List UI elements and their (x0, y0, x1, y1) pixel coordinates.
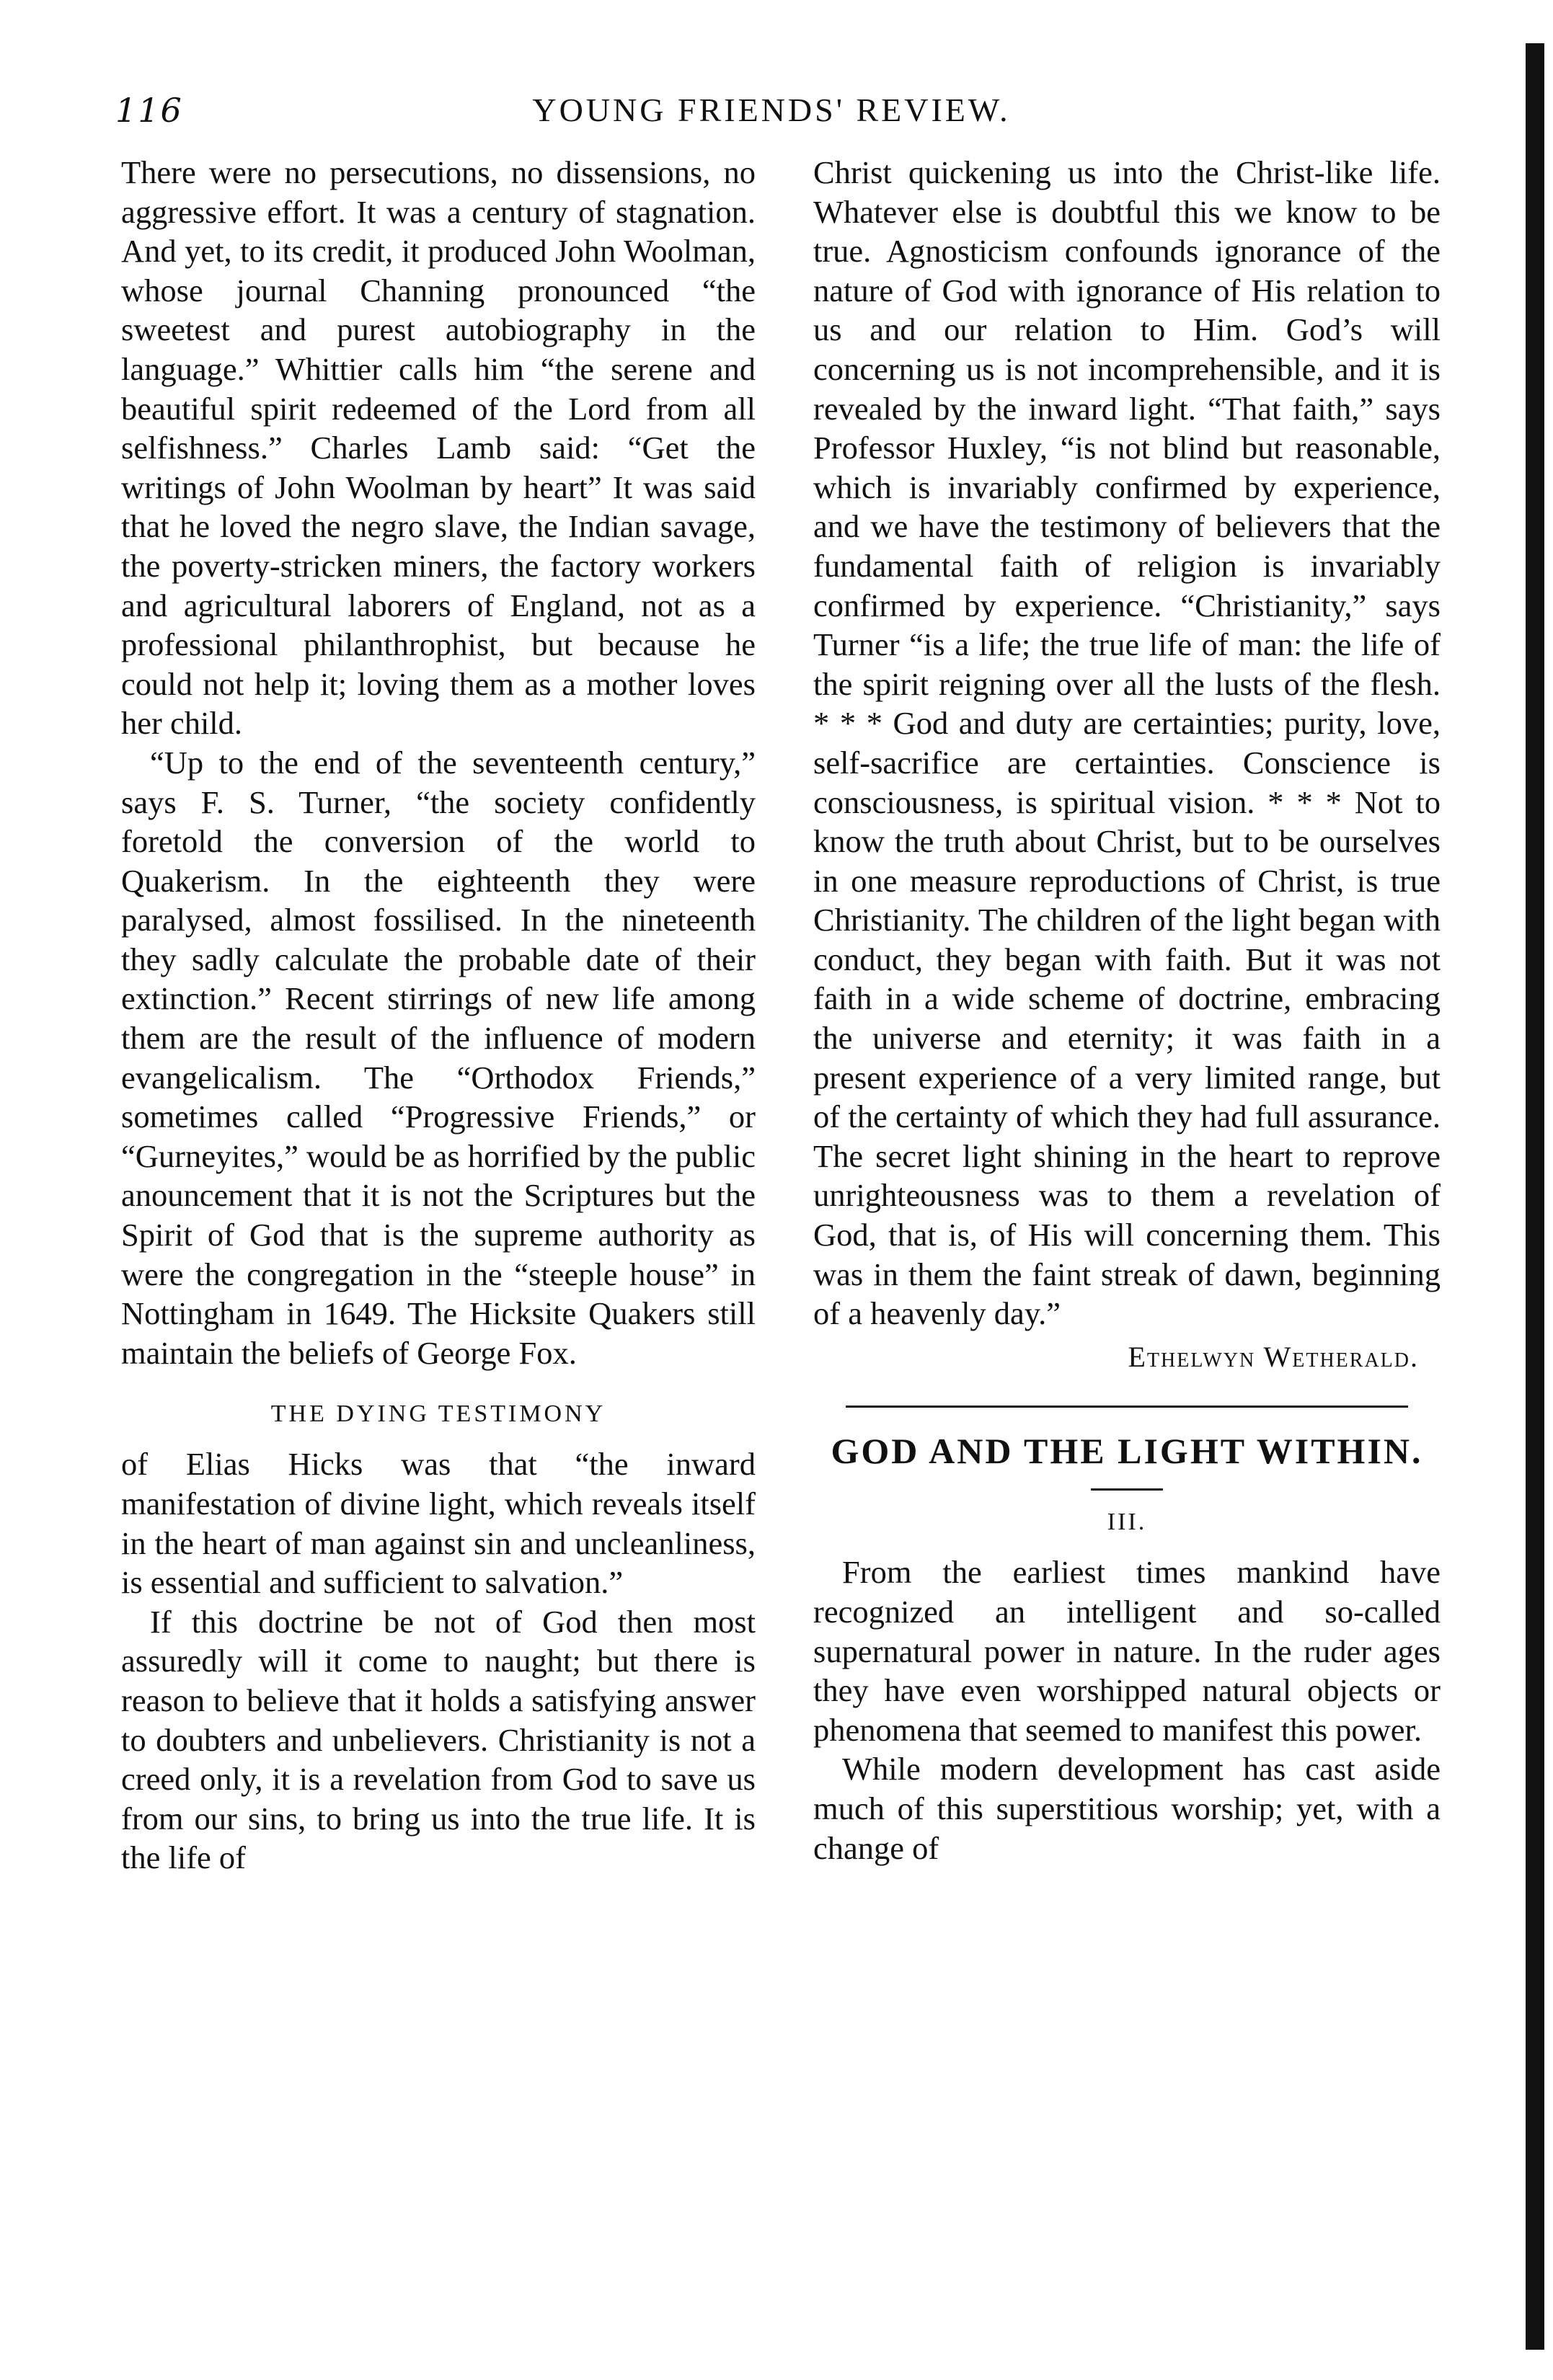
section-subhead: THE DYING TESTIMONY (270, 1400, 606, 1428)
page-number: 116 (115, 91, 183, 130)
scan-edge-bar (1526, 43, 1544, 2350)
right-column (813, 153, 1441, 1868)
paragraph-turner-quote: “Up to the end of the seventeenth century,” says F. S. Turner, “the society confidently foretold the conversion of the world to Quakerism. In the eighteenth they were paralysed, almost fossilised. In the nineteenth they sadly calculate the probable date of their extinction.” Recent stirrings of new life among them are the result of the influence of modern evangelicalism. The “Orthodox Friends,” sometimes called “Progressive Friends,” or “Gurneyites,” would be as horrified by the public anouncement that it is not the Scriptures but the Spirit of God that is the supreme authority as were the congregation in the “steeple house” in Nottingham in 1649. The Hicksite Quakers still maintain the beliefs of George Fox. (121, 744, 756, 1371)
title-rule (1091, 1488, 1163, 1491)
paragraph-christ-life: Christ quickening us into the Christ-like life. Whatever else is doubtful this we know to be true. Agnosticism confounds ignorance of the nature of God with ignorance of His relation to us and our relation to Him. God’s will concerning us is not incomprehensible, and it is revealed by the inward light. “That faith,” says Professor Huxley, “is not blind but reasonable, which is invariably confirmed by experience, and we have the testimony of believers that the fundamental faith of religion is invariably confirmed by experience. “Christianity,” says Turner “is a life; the true life of man: the life of the spirit reigning over all the lusts of the flesh. * * * God and duty are certainties; purity, love, self-sacrifice are certainties. Conscience is consciousness, is spiritual vision. * * * Not to know the truth about Christ, but to be ourselves in one measure reproductions of Christ, is true Christianity. The children of the light began with conduct, they began with faith. But it was not faith in a wide scheme of doctrine, embracing the universe and eternity; it was faith in a present experience of a very limited range, but of the certainty of which they had full assurance. The secret light shining in the heart to reprove unrighteousness was to them a revelation of God, that is, of His will concerning them. This was in them the faint streak of dawn, beginning of a heavenly day.” (813, 154, 1441, 1332)
paragraph-earliest-times: From the earliest times mankind have recognized an intelligent and so-called supernatural power in nature. In the ruder ages they have even worshipped natural objects or phenomena that seemed to manifest this power. (813, 1554, 1441, 1748)
part-number: III. (1107, 1509, 1147, 1536)
left-column (121, 153, 756, 1878)
article-divider (846, 1406, 1408, 1408)
paragraph-modern-development: While modern development has cast aside much of this superstitious worship; yet, with a change of (813, 1751, 1441, 1866)
running-head: YOUNG FRIENDS' REVIEW. (532, 92, 1011, 128)
paragraph-stagnation-century: There were no persecutions, no dissensions, no aggressive effort. It was a century of stagnation. And yet, to its credit, it produced John Woolman, whose journal Channing pronounced “the sweetest and purest autobiography in the language.” Whittier calls him “the serene and beautiful spirit redeemed of the Lord from all selfishness.” Charles Lamb said: “Get the writings of John Woolman by heart” It was said that he loved the negro slave, the Indian savage, the poverty-stricken miners, the factory workers and agricultural laborers of England, not as a professional philanthrophist, but because he could not help it; loving them as a mother loves her child. (121, 154, 756, 742)
article-author: Ethelwyn Wetherald. (1128, 1340, 1419, 1373)
article-title: GOD AND THE LIGHT WITHIN. (831, 1431, 1423, 1472)
paragraph-elias-hicks: of Elias Hicks was that “the inward manifestation of divine light, which reveals itself in the heart of man against sin and uncleanliness, is essential and sufficient to salvation.” (121, 1446, 756, 1601)
paragraph-doctrine: If this doctrine be not of God then most assuredly will it come to naught; but there is reason to believe that it holds a satisfying answer to doubters and unbelievers. Christianity is not a creed only, it is a revelation from God to save us from our sins, to bring us into the true life. It is the life of (121, 1603, 756, 1876)
